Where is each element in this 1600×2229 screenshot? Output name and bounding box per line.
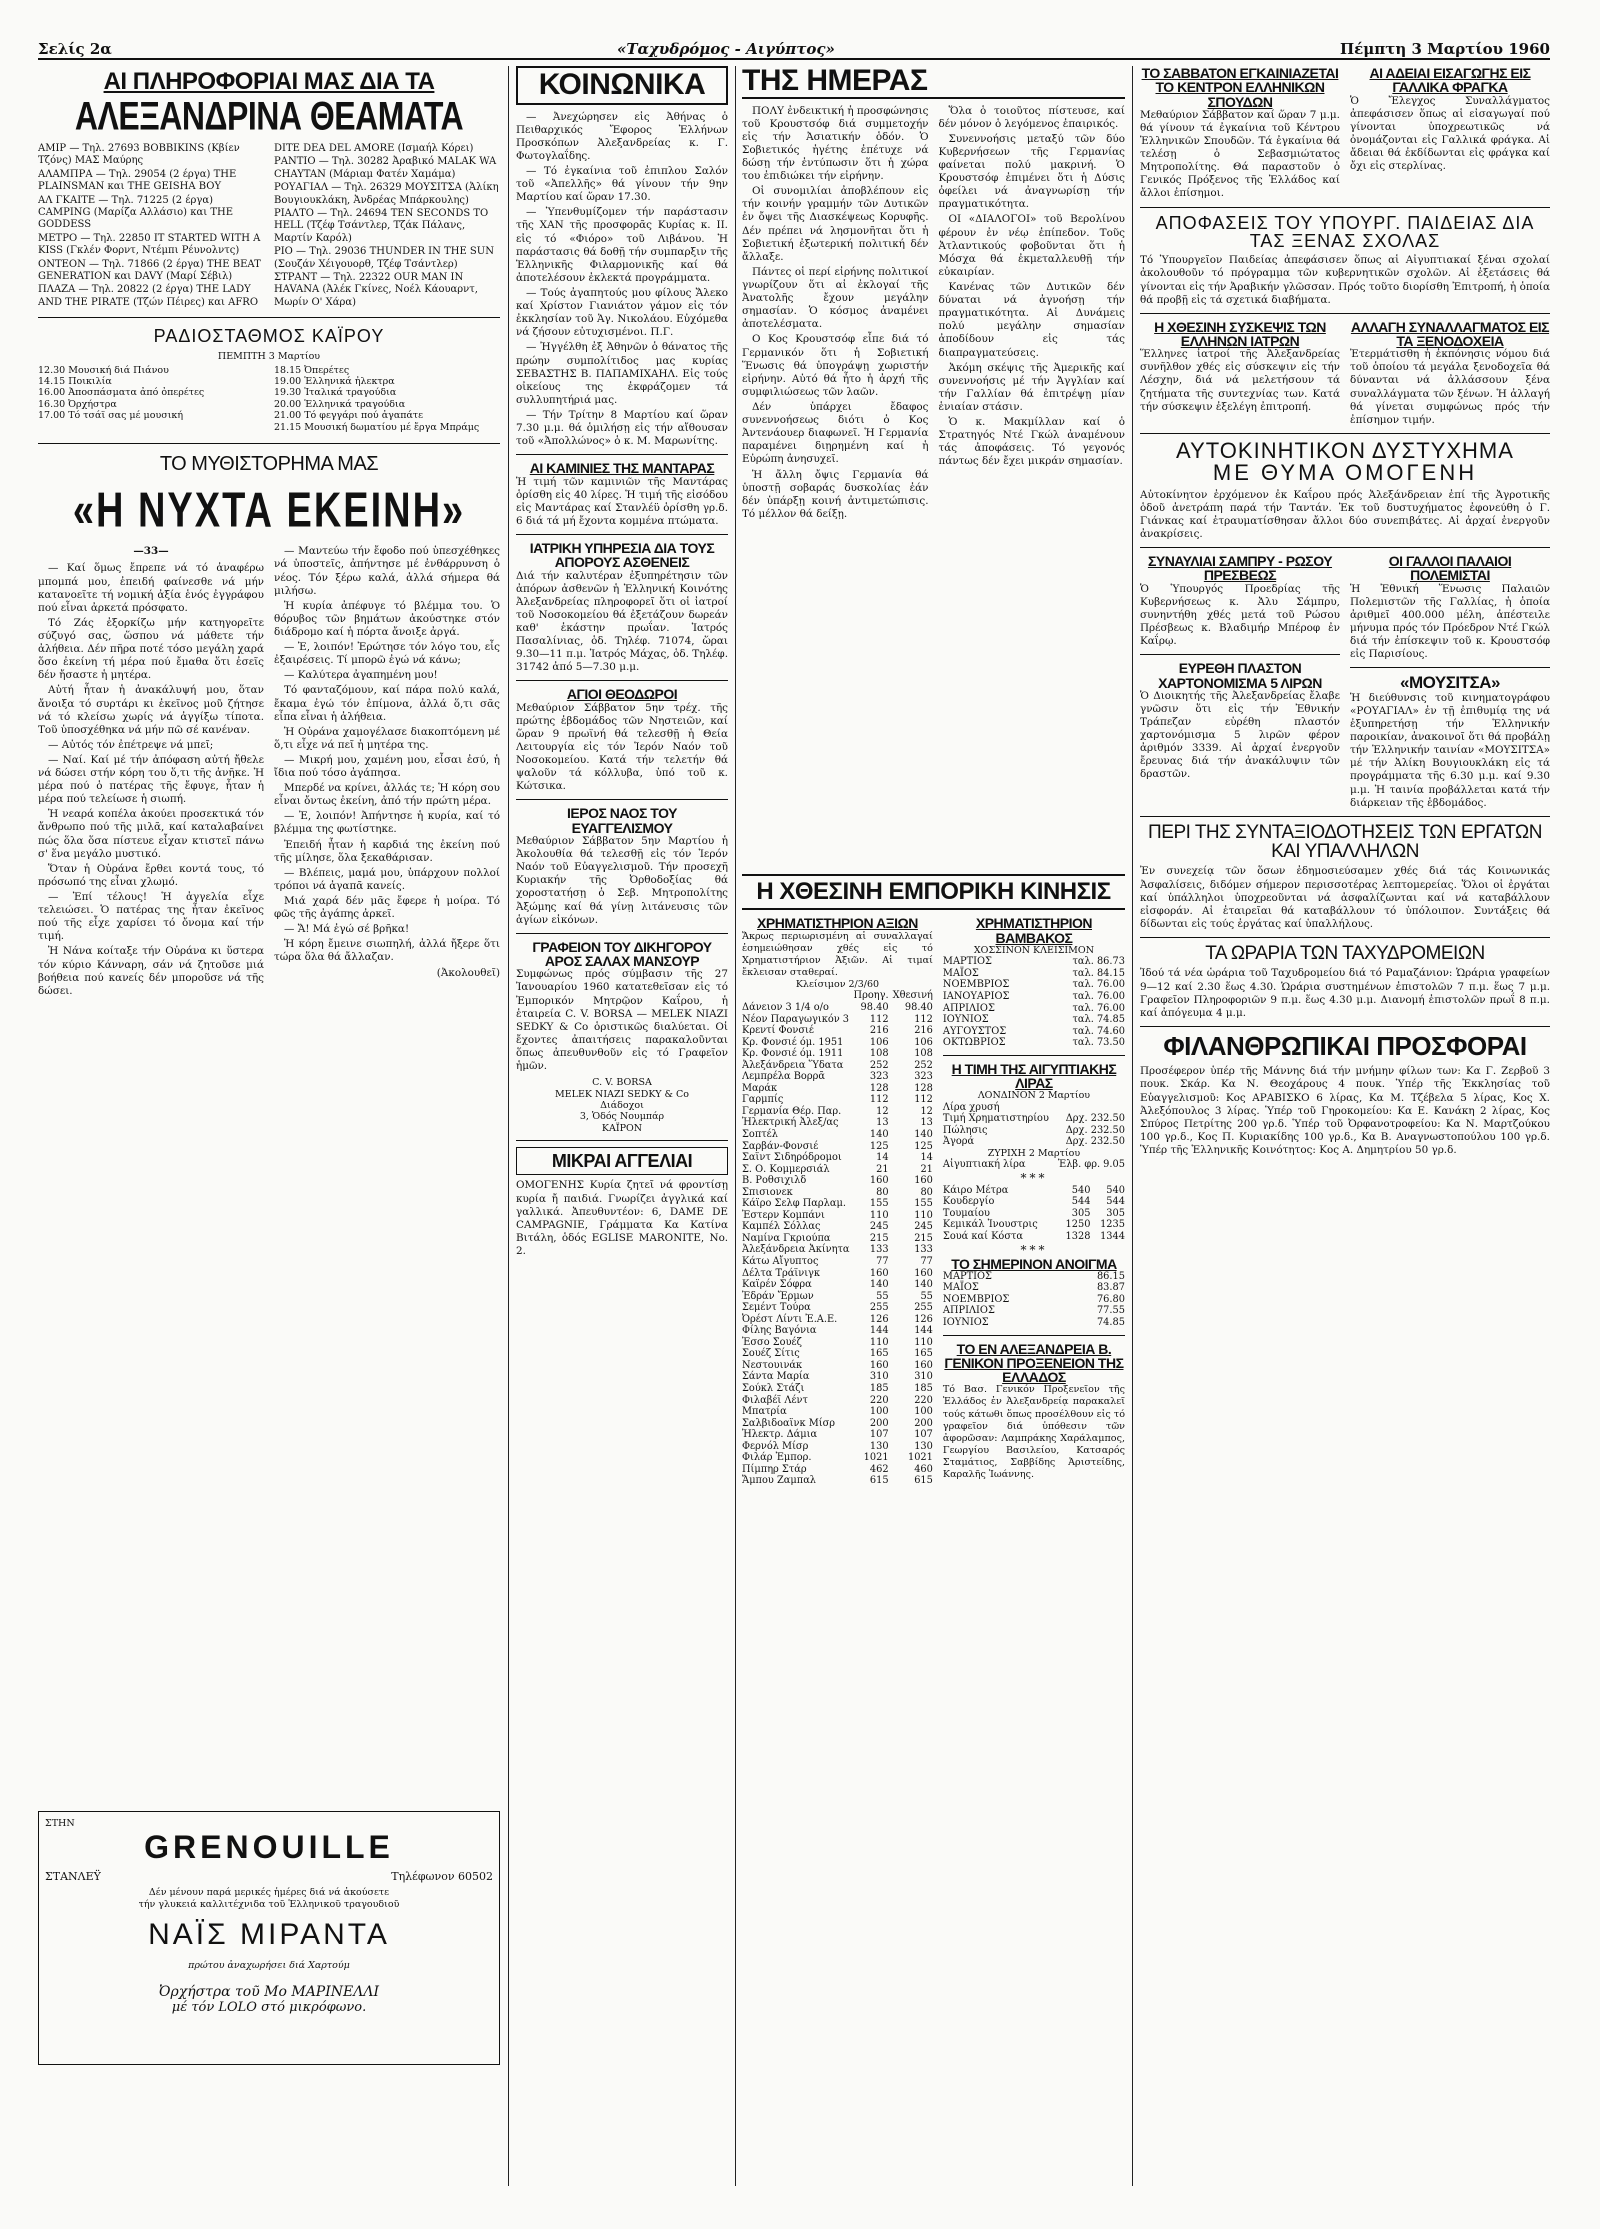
lawyer-title: ΓΡΑΦΕΙΟΝ ΤΟΥ ΔΙΚΗΓΟΡΟΥ ΑΡΟΣ ΣΑΛΑΧ ΜΑΝΣΟΥΡ [532, 938, 712, 970]
radio-slot: 19.30 Ἰταλικά τραγούδια [274, 387, 397, 399]
cotton-row: ΟΚΤΩΒΡΙΟΣ ταλ. 73.50 [942, 1037, 1125, 1049]
day-paragraph: Ὁ κ. Μακμίλλαν καί ὁ Στρατηγός Ντέ Γκώλ ἀναμένουν τάς ἀποφάσεις. Τό γεγονός πάντως δέν ἔχει μικράν σημασίαν. [938, 416, 1125, 468]
stock-row: Καμπέλ Σόλλας 245 245 [742, 1221, 933, 1233]
grenouille-name: GRENOUILLE [144, 1829, 394, 1866]
doctors-title: Η ΧΘΕΣΙΝΗ ΣΥΣΚΕΨΙΣ ΤΩΝ ΕΛΛΗΝΩΝ ΙΑΤΡΩΝ [1154, 318, 1326, 349]
theatres-title-2: ΑΛΕΞΑΝΔΡΙΝΑ ΘΕΑΜΑΤΑ [74, 93, 464, 139]
charity-title: ΦΙΛΑΝΘΡΩΠΙΚΑΙ ΠΡΟΣΦΟΡΑΙ [1163, 1030, 1527, 1061]
stock-row: Κουδεργίο 544 544 [942, 1196, 1125, 1208]
day-paragraph: Ἀκόμη σκέψις τῆς Ἀμερικῆς καί συνεννοήσις μέ τήν Ἀγγλίαν καί τήν Γαλλίαν θά ἐπιτρέψῃ μίαν ἑνιαίαν στάσιν. [938, 361, 1125, 413]
stock-row: Σουά καί Κόστα 1328 1344 [942, 1231, 1125, 1242]
social-item: — Τούς ἀγαπητούς μου φίλους Ἄλεκο καί Χρίστον Γιανιάτον γάμον εἰς τόν ἐκκλησίαν τοῦ Ἁγ. Νικολάου. Εὐχόμεθα νά ζήσουν εὐτυχισμένοι. Π.Γ. [516, 287, 728, 339]
pound-row: Τιμή Χρηματιστηρίου Δρχ. 232.50 [942, 1113, 1125, 1125]
classifieds-text: ΟΜΟΓΕΝΗΣ Κυρία ζητεῖ νά φροντίσῃ κυρία ἤ παιδιά. Γνωρίζει ἀγγλικά καί γαλλικά. Ἀπευθυντέον: 6, DAME DE CAMPAGNIE, Γράμματα Κα Κατίνα Βιτάλη, ὁδός EGLISE MARONITE, No. 2. [516, 1179, 728, 1258]
theatre-entry: ΣΤΡΑΝΤ — Τηλ. 22322 OUR MAN IN HAVANA (Ἀλέκ Γκίνες, Νοέλ Κάουαρντ, Μωρίν Ο' Χάρα) [274, 272, 478, 308]
stock-row: Ἐστερν Κομπάνι 110 110 [742, 1209, 933, 1221]
social-item: — Τό ἐγκαίνια τοῦ ἐπιπλου Σαλόν τοῦ «Ἀπελλῆς» θά γίνουν τήν 9ην Μαρτίου καί ὥραν 17.30. [516, 165, 728, 204]
stock-row: Δάνειον 3 1/4 ο/ο 98.40 98.40 [742, 1001, 933, 1013]
stock-row: Σπισιονεκ 80 80 [742, 1186, 933, 1198]
radio-slot: 21.15 Μουσική δωματίου μέ ἔργα Μπράμς [274, 421, 480, 433]
day-title: ΤΗΣ ΗΜΕΡΑΣ [742, 66, 1125, 99]
day-paragraph: Οἱ συνομιλίαι ἀποβλέπουν εἰς τήν κοινήν γραμμήν τῶν Δυτικῶν ἐν ὄψει τῆς Διασκέψεως Κορυφῆς. Δέν πρέπει νά λησμονῆται ὅτι ἡ Σοβιετική ἐξωτερική πολιτική δέν ἄλλαξε. [742, 185, 929, 263]
grenouille-top: ΣΤΗΝ [45, 1818, 75, 1829]
novel-paragraph: — Ἄ! Μά ἐγώ σέ βρῆκα! [284, 923, 410, 936]
newspaper-name: «Ταχυδρόμος - Αιγύπτος» [616, 40, 835, 58]
stock-row: Σουέζ Σίτις 165 165 [742, 1348, 933, 1360]
market-section: Η ΧΘΕΣΙΝΗ ΕΜΠΟΡΙΚΗ ΚΙΝΗΣΙΣ ΧΡΗΜΑΤΙΣΤΗΡΙΟΝ ΑΞΙΩΝ Ἄκρως περιωρισμένη αἱ συναλλαγαί ἐσημειώθησαν χθές εἰς τό Χρηματιστήριον Ἀξιῶν. Αἱ τιμαί ἔκλεισαν σταθεραί. Κλείσιμον 2/3/60 Προηγ. Χθεσινή Δάνειον 3 1/4 ο/ο 98.40 98.40 Νέον Παραγωγικόν 3 112 112 Κρεντί Φονσιέ 216 216 Κρ. Φονσιέ όμ. 1951 106 106 Κρ. Φονσιέ όμ. 1911 108 108 Ἀλεξάνδρεια Ὕδατα 252 252 Λεμπρέλα Βορρᾶ 323 323 Μαράκ 128 128 Γαρμπίς 112 112 Γερμανία Θέρ. Παρ. 12 12 Ἠλεκτρική Ἀλεξ/ας 13 13 Σοπτέλ 140 140 Σαρβάν-Φονσιέ 125 125 Σαϊντ Σιδηρόδρομοι 14 14 Σ. Ο. Κομμερσιάλ 21 21 Β. Ροθσιχιλδ 160 160 Σπισιονεκ 80 80 Κάϊρο Σελφ Παρλαμ. 155 155 Ἐστερν Κομπάνι 110 110 Καμπέλ Σόλλας 245 245 Ναμίνα Γκριούπα 215 215 Ἀλεξάνδρεια Ἀκίνητα 133 133 Κάτω Αἴγυπτος 77 77 Δέλτα Τράϊνιγκ 160 160 Καϊρέν Σόφρα 140 140 Ἐδράν Ἔρμων 55 55 Σεμέντ Τούρα 255 255 Ὀρέστ Λίντι Ἐ.Α.Ε. 126 126 Φίλης Βαγόνια 144 144 Ἐσσο Σουέζ 110 110 Σουέζ Σίτις 165 165 Νεστουινάκ 160 160 Σάντα Μαρία 310 310 Σούκλ Στάζι 185 185 Φιλαβέϊ Λέντ 220 220 Μπατρία 100 100 Σαλβιδοαϊνκ Μίσρ 200 200 Ἠλεκτρ. Δάμια 107 107 Φερνόλ Μίσρ 130 130 Φιλάρ Ἐμπορ. 1021 1021 Πίμπηρ Στάρ 462 460 Ἄμπου Ζαμπαλ 615 615 ΧΡΗΜΑΤΙΣΤΗΡΙΟΝ ΒΑΜΒΑΚΟΣ ΧΟΣΣΙΝΟΝ ΚΛΕΙΣΙΜΟΝ ΜΑΡΤΙΟΣ ταλ. 86.73 ΜΑΪΟΣ ταλ. 84.15 ΝΟΕΜΒΡΙΟΣ ταλ. 76.00 ΙΑΝΟΥΑΡΙΟΣ ταλ. 76.00 ΑΠΡΙΛΙΟΣ ταλ. 76.00 ΙΟΥΝΙΟΣ ταλ. 74.85 ΑΥΓΟΥΣΤΟΣ ταλ. 74.60 ΟΚΤΩΒΡΙΟΣ ταλ. 73.50 Η ΤΙΜΗ ΤΗΣ ΑΙΓΥΠΤΙΑΚΗΣ ΛΙΡΑΣ ΛΟΝΔΙΝΟΝ 2 Μαρτίου Λίρα χρυσή Τιμή Χρηματιστηρίου Δρχ. 232.50 Πώλησις Δρχ. 232.50 Ἀγορά Δρχ. 232.50 ΖΥΡΙΧΗ 2 Μαρτίου Αἰγυπτιακή λίρα Ἑλβ. φρ. 9.05 *** Κάιρο Μέτρα 540 540 Κουδεργίο 544 544 Τουμαίου 305 305 Κεμικάλ Ἰνουστρις 1250 1235 Σουά καί Κόστα 1328 1344 *** ΤΟ ΣΗΜΕΡΙΝΟΝ ΑΝΟΙΓΜΑ ΜΑΡΤΙΟΣ 86.15 ΜΑΪΟΣ 83.87 ΝΟΕΜΒΡΙΟΣ 76.80 ΑΠΡΙΛΙΟΣ 77.55 ΙΟΥΝΙΟΣ 74.85 ΤΟ ΕΝ ΑΛΕΞΑΝΔΡΕΙΑ Β. ΓΕΝΙΚΟΝ ΠΡΟΞΕΝΕΙΟΝ ΤΗΣ ΕΛΛΑΔΟΣ Τό Βασ. Γενικόν Προξενεῖον τῆς Ἑλλάδος ἐν Ἀλεξανδρείᾳ παρακαλεῖ τούς κάτωθι ὅπως προσέλθουν εἰς τό γραφεῖον διά ὑπόθεσιν τῶν ἀφορῶσαν: Λαμπράκης Χαράλαμπος, Γεωργίου Βασιλείου, Κατσαρός Σταμάτιος, Σαββίδης Ἀριστείδης, Καραλῆς Ἰωάννης. [742, 874, 1125, 1487]
day-paragraph: Πάντες οἱ περί εἰρήνης πολιτικοί γνωρίζουν ὅτι αἱ ἐκλογαί τῆς Ἀνατολῆς ἔχουν μεγάλην σημασίαν. Ὁ κόσμος ἀναμένει ἀποτελέσματα. [742, 265, 929, 331]
accident-text: Αὐτοκίνητον ἐρχόμενον ἐκ Καΐρου πρός Ἀλεξάνδρειαν ἐπί τῆς Ἀγροτικῆς ὁδοῦ ἀνετράπη παρά τήν Ταντάν. Ἐκ τοῦ δυστυχήματος ἐφονεύθη ὁ Γ. Γιάνκας καί ἐτραυματίσθησαν ἄλλοι δύο συνεπιβάτες. Αἱ ἀρχαί ἐνεργοῦν ἀνακρίσεις. [1140, 488, 1550, 541]
post-text: Ἰδού τά νέα ὡράρια τοῦ Ταχυδρομείου διά τό Ραμαζάνιον: Ὡράρια γραφείων 9—12 καί 2.30 ἕως 4.30. Ὡράρια συστημένων ἐπιστολῶν 7 π.μ. ἕως 7 μ.μ. Γραφεῖον Πληροφοριῶν 9 π.μ. ἕως 4.30 μ.μ. Διανομή ἐπιστολῶν πρωΐ 8 π.μ. καί ἀπόγευμα 4 μ.μ. [1140, 967, 1550, 1019]
consulate-text: Τό Βασ. Γενικόν Προξενεῖον τῆς Ἑλλάδος ἐν Ἀλεξανδρείᾳ παρακαλεῖ τούς κάτωθι ὅπως προσέλθουν εἰς τό γραφεῖον διά ὑπόθεσιν τῶν ἀφορῶσαν: Λαμπράκης Χαράλαμπος, Γεωργίου Βασιλείου, Κατσαρός Σταμάτιος, Σαββίδης Ἀριστείδης, Καραλῆς Ἰωάννης. [942, 1384, 1125, 1480]
stock-row: Σαρβάν-Φονσιέ 125 125 [742, 1140, 933, 1152]
novel-paragraph: Ἡ Νάνα κοίταξε τήν Οὐράνα κι ὕστερα τόν κύριο Κάνναρη, σάν νά ζητοῦσε μιά βοήθεια πού κανείς δέν μποροῦσε νά τῆς δώσει. [38, 945, 264, 997]
medical-text: Διά τήν καλυτέραν ἐξυπηρέτησιν τῶν ἀπόρων ἀσθενῶν ἡ Ἑλληνική Κοινότης Ἀλεξανδρείας πληροφορεῖ ὅτι οἱ ἰατροί τοῦ Νοσοκομείου θά ἐξετάζουν δωρεάν καθ' ἑκάστην πρωΐαν. Ἰατρός Πασαλίνιας, ὁδ. Τηλέφ. 71074, ὥραι 9.30—11 π.μ. Ἰατρός Μάχας, ὁδ. Τηλέφ. 31742 ἀπό 5—7.30 μ.μ. [516, 569, 728, 674]
market-title: Η ΧΘΕΣΙΝΗ ΕΜΠΟΡΙΚΗ ΚΙΝΗΣΙΣ [742, 874, 1125, 910]
classifieds-title: ΜΙΚΡΑΙ ΑΓΓΕΛΙΑΙ [516, 1147, 728, 1175]
day-paragraph: Ο Κος Κρουστσόφ εἶπε διά τό Γερμανικόν ὅτι ἡ Σοβιετική Ἕνωσις θά ὑπογράψῃ χωριστήν εἰρήνην. Αὐτό θά ἦτο ἡ ἀρχή τῆς συμφιλιώσεως τῶν λαῶν. [742, 333, 929, 398]
radio-slot: 16.00 Ἀποσπάσματα ἀπό ὀπερέτες [38, 387, 205, 399]
mantaras-text: Ἡ τιμή τῶν καμινιῶν τῆς Μαντάρας ὁρίσθη εἰς 40 λίρες. Ἡ τιμή τῆς εἰσόδου εἰς Μαντάρας καί Στανλέϋ ὁρίσθη γρ.δ. 6 διά τά μή ἔχοντα κομμένα πτώματα. [516, 475, 728, 527]
column-left [38, 66, 500, 2186]
cotton-open-row: ΝΟΕΜΒΡΙΟΣ 76.80 [942, 1293, 1125, 1305]
day-paragraph: Ἡ ἄλλη ὄψις Γερμανία θά ὑποστῇ σοβαράς δυσκολίας ἐάν δέν ὑπάρξῃ κοινή ἀντιμετώπισις. Τό μέλλον θά δείξῃ. [742, 468, 929, 520]
radio-day: ΠΕΜΠΤΗ 3 Μαρτίου [217, 351, 321, 363]
stocks-intro: Ἄκρως περιωρισμένη αἱ συναλλαγαί ἐσημειώθησαν χθές εἰς τό Χρηματιστήριον Ἀξιῶν. Αἱ τιμαί ἔκλεισαν σταθεραί. [742, 930, 933, 978]
stock-row: Σούκλ Στάζι 185 185 [742, 1383, 933, 1395]
theatre-entry: ΑΜΙΡ — Τηλ. 27693 BOBBIKINS (Κβίεν Τζόνς) ΜΑΣ Μαύρης [38, 143, 240, 167]
theatre-entry: ΑΛ ΓΚΑΙΤΕ — Τηλ. 71225 (2 έργα) CAMPING (Μαρίζα Αλλάσιο) και THE GODDESS [38, 194, 234, 231]
veterans-text: Ἡ Ἐθνική Ἕνωσις Παλαιῶν Πολεμιστῶν τῆς Γαλλίας, ἡ ὁποία ἀριθμεῖ 400.000 μέλη, ἀπέστειλε μήνυμα πρός τόν Πρόεδρον Ντέ Γκώλ διά τήν ἐπίσκεψιν τοῦ κ. Κρουστσόφ εἰς Παρισίους. [1350, 582, 1550, 661]
grenouille-artist: ΝΑΪΣ ΜΙΡΑΝΤΑ [148, 1918, 390, 1952]
open-title: ΤΟ ΣΗΜΕΡΙΝΟΝ ΑΝΟΙΓΜΑ [951, 1255, 1117, 1272]
novel-paragraph: Μιά χαρά δέν μᾶς ἔφερε ἡ μοίρα. Τό φῶς τῆς ἀγάπης ἀρκεῖ. [274, 895, 500, 921]
grenouille-sub: πρώτου ἀναχωρήσει διά Χαρτούμ [188, 1960, 350, 1972]
saturday-text: Μεθαύριον Σάββατον καί ὥραν 7 μ.μ. θά γίνουν τά ἐγκαίνια τοῦ Κέντρου Ἑλληνικῶν Σπουδῶν. Τά ἐγκαίνια θά τελέσῃ ὁ Σεβασμιώτατος Μητροπολίτης. Θά παραστοῦν ὁ Γενικός Πρόξενος τῆς Ἑλλάδος καί ἄλλοι ἐπίσημοι. [1140, 108, 1340, 200]
column-right [1140, 66, 1550, 2186]
novel-paragraph: — Ναί. Καί μέ τήν ἀπόφαση αὐτή ἤθελε νά δώσει στήν κόρη του ὅ,τι τῆς ἀνῆκε. Ἡ μέρα πού ὁ πατέρας τῆς ἔφυγε, ἦταν ἡ μέρα πού τελείωσε ἡ σιωπή. [38, 753, 264, 806]
consulate-title: ΤΟ ΕΝ ΑΛΕΞΑΝΔΡΕΙΑ Β. ΓΕΝΙΚΟΝ ΠΡΟΞΕΝΕΙΟΝ ΤΗΣ ΕΛΛΑΔΟΣ [944, 1340, 1124, 1386]
stock-row: Τουμαίου 305 305 [942, 1207, 1125, 1219]
theatres-listing [38, 143, 500, 311]
cotton-row: ΑΠΡΙΛΙΟΣ ταλ. 76.00 [942, 1002, 1125, 1014]
radio-slot: 21.00 Τό φεγγάρι πού ἀγαπάτε [274, 410, 424, 422]
radio-schedule [38, 365, 500, 433]
cotton-open-row: ΑΠΡΙΛΙΟΣ 77.55 [942, 1305, 1125, 1317]
theatre-entry: ΠΛΑΖΑ — Τηλ. 20822 (2 έργα) THE LADY AND THE PIRATE (Τζών Πέιρες) και AFRO [38, 284, 259, 308]
pound-row: Πώλησις Δρχ. 232.50 [942, 1124, 1125, 1136]
column-day [742, 66, 1125, 2186]
theatres-title-1: ΑΙ ΠΛΗΡΟΦΟΡΙΑΙ ΜΑΣ ΔΙΑ ΤΑ [103, 68, 435, 95]
stock-row: Ἀλεξάνδρεια Ὕδατα 252 252 [742, 1059, 933, 1071]
cotton-open-row: ΜΑΪΟΣ 83.87 [942, 1282, 1125, 1294]
stock-row: Νέον Παραγωγικόν 3 112 112 [742, 1013, 933, 1025]
column-social [516, 66, 728, 2186]
evangelismos-text: Μεθαύριον Σάββατον 5ην Μαρτίου ἡ Ἀκολουθία θά τελεσθῇ εἰς τόν Ἱερόν Ναόν τοῦ Εὐαγγελισμοῦ. Τήν προσεχῆ Κυριακήν τῆς Ὀρθοδοξίας θά χοροστατήσῃ ὁ Σεβ. Μητροπολίτης Ἀξώμης καί θά γίνῃ λιτάνευσις τῶν ἁγίων εἰκόνων. [516, 835, 728, 926]
novel-paragraph: — Ἐ, λοιπόν! Ἀπήντησε ἡ κυρία, καί τό βλέμμα της φωτίστηκε. [274, 810, 500, 836]
novel-paragraph: Ἐπειδή ἦταν ἡ καρδιά της ἐκείνη πού τῆς μίλησε, ὅλα ξεκαθάρισαν. [274, 838, 500, 864]
novel-paragraph: — Ἐ, λοιπόν! Ἐρώτησε τόν λόγο του, εἶς ἐξαιρέσεις. Τί μπορῶ ἐγώ νά κάνω; [274, 641, 500, 667]
metals-table [943, 1185, 1125, 1243]
lawyer-text: Συμφώνως πρός σύμβασιν τῆς 27 Ἰανουαρίου 1960 κατατεθεῖσαν εἰς τό Ἐμπορικόν Μητρῷον Καΐρου, ἡ ἑταιρεία C. V. BORSA — MELEK NIAZI SEDKY & Co ὁριστικῶς διαλύεται. Οἱ ἔχοντες ἀπαιτήσεις παρακαλοῦνται ὅπως ἀπευθυνθοῦν εἰς τό Γραφεῖον ἡμῶν. [516, 968, 728, 1073]
stock-row: Κρ. Φονσιέ όμ. 1911 108 108 [742, 1048, 933, 1060]
banknote-title: ΕΥΡΕΘΗ ΠΛΑΣΤΟΝ ΧΑΡΤΟΝΟΜΙΣΜΑ 5 ΛΙΡΩΝ [1158, 660, 1322, 691]
stock-row: Σοπτέλ 140 140 [742, 1129, 933, 1140]
pound-title: Η ΤΙΜΗ ΤΗΣ ΑΙΓΥΠΤΙΑΚΗΣ ΛΙΡΑΣ [951, 1060, 1117, 1092]
doctors-exchange-pair [1140, 320, 1550, 427]
stock-row: Ὀρέστ Λίντι Ἐ.Α.Ε. 126 126 [742, 1313, 933, 1325]
mousitsa-text: Ἡ διεύθυνσις τοῦ κινηματογράφου «ΡΟΥΑΓΙΑΛ» ἐν τῇ ἐπιθυμίᾳ της νά ἐξυπηρετήσῃ τήν Ἑλληνικήν παροικίαν, ἀνακοινοῖ ὅτι θά προβάλῃ τήν Ἑλληνικήν ταινίαν «ΜΟΥΣΙΤΣΑ» μέ τήν Ἀλίκη Βουγιουκλάκη εἰς τά προγράμματα τῆς 6.30 μ.μ. καί 9.30 μ.μ. Ἡ ταινία προβάλλεται κατά τήν διάρκειαν τῆς ἑβδομάδος. [1350, 691, 1550, 809]
social-item: — Ἠγγέλθη ἐξ Ἀθηνῶν ὁ θάνατος τῆς πρώην συμπολίτιδος μας κυρίας ΣΕΒΑΣΤΗΣ Β. ΠΑΠΑΜΙΧΑΗΛ. Εἰς τούς οἰκείους της ἐκφράζομεν τά συλλυπητήριά μας. [516, 341, 728, 406]
column-rule [735, 66, 736, 2186]
masthead [38, 38, 1550, 60]
pound-row: Λίρα χρυσή [942, 1101, 1000, 1113]
stock-row: Κρεντί Φονσιέ 216 216 [742, 1025, 933, 1037]
novel-paragraph: Ἡ νεαρά κοπέλα ἀκούει προσεκτικά τόν ἄνθρωπο πού τῆς μιλᾶ, καί καταλαβαίνει πώς ὅλα ὅσα πίστευε εἶχαν κτιστεῖ πάνω σ' ἕνα μεγάλο μυστικό. [38, 808, 264, 860]
stock-row: Κάιρο Μέτρα 540 540 [942, 1184, 1125, 1196]
cotton-row: ΙΑΝΟΥΑΡΙΟΣ ταλ. 76.00 [942, 991, 1125, 1003]
ministry-text: Τό Ὑπουργεῖον Παιδείας ἀπεφάσισεν ὅπως αἱ Αἰγυπτιακαί ξέναι σχολαί ἀκολουθοῦν τό πρόγραμμα τῶν κυβερνητικῶν σχολῶν. Αἱ ἐξετάσεις θά γίνονται εἰς τήν Ἀραβικήν γλῶσσαν. Πρός τοῦτο διορίσθη Ἐπιτροπή, ἡ ὁποία θά προβῇ εἰς τά σχετικά διαβήματα. [1140, 254, 1550, 306]
middle-right-pair [1140, 554, 1550, 810]
pound-table [943, 1102, 1125, 1148]
radio-slot: 18.15 Ὀπερέτες [274, 364, 350, 376]
stock-row: Φιλαβέϊ Λέντ 220 220 [742, 1394, 933, 1406]
stock-row: Κρ. Φονσιέ όμ. 1951 106 106 [742, 1036, 933, 1048]
social-item: — Τήν Τρίτην 8 Μαρτίου καί ὥραν 7.30 μ.μ. θά ὁμιλήσῃ εἰς τήν αἴθουσαν τοῦ «Ἀπολλώνος» ὁ κ. Μ. Μαρωνίτης. [516, 409, 728, 448]
novel-paragraph: — Καλύτερα ἀγαπημένη μου! [284, 669, 438, 682]
grenouille-ad [38, 1811, 500, 2065]
fragka-title: ΑΙ ΑΔΕΙΑΙ ΕΙΣΑΓΩΓΗΣ ΕΙΣ ΓΑΛΛΙΚΑ ΦΡΑΓΚΑ [1369, 66, 1531, 96]
radio-slot: 14.15 Ποικιλία [38, 375, 112, 387]
cotton-title: ΧΡΗΜΑΤΙΣΤΗΡΙΟΝ ΒΑΜΒΑΚΟΣ [975, 915, 1093, 946]
column-rule [508, 66, 509, 2186]
grenouille-location: ΣΤΑΝΛΕΫ Τηλέφωνον 60502 [45, 1870, 493, 1884]
stock-row: Σάντα Μαρία 310 310 [742, 1371, 933, 1383]
social-item: — Ἀνεχώρησεν εἰς Ἀθήνας ὁ Πειθαρχικός Ἔφορος Ἑλλήνων Προσκόπων Ἀλεξανδρείας κ. Γ. Φωτογλαΐδης. [516, 110, 728, 162]
theodoroi-title: ΑΓΙΟΙ ΘΕΟΔΩΡΟΙ [566, 686, 678, 703]
pound-city: ΛΟΝΔΙΝΟΝ 2 Μαρτίου [977, 1090, 1091, 1102]
cotton-row: ΝΟΕΜΒΡΙΟΣ ταλ. 76.00 [942, 979, 1125, 991]
novel-paragraph: Τό φανταζόμουν, καί πάρα πολύ καλά, ἔκαμα ἐγώ τόν ἐπίμονα, ἀλλά ὅ,τι σᾶς εἶπα εἶναι ἡ ἀλήθεια. [274, 684, 500, 723]
novel-paragraph: Ἡ Οὐράνα χαμογέλασε διακοπτόμενη μέ ὅ,τι εἶχε νά πεῖ ἡ μητέρα της. [274, 725, 500, 751]
issue-date: Πέμπτη 3 Μαρτίου 1960 [1340, 40, 1550, 58]
stock-row: Κάϊρο Σελφ Παρλαμ. 155 155 [742, 1198, 933, 1210]
stock-row: Γερμανία Θέρ. Παρ. 12 12 [742, 1105, 933, 1117]
social-title: ΚΟΙΝΩΝΙΚΑ [516, 66, 728, 105]
stock-row: Γαρμπίς 112 112 [742, 1094, 933, 1106]
social-text [516, 111, 728, 449]
stock-row: Ἠλεκτρική Ἀλεξ/ας 13 13 [742, 1117, 933, 1129]
day-paragraph: ΟΙ «ΔΙΑΛΟΓΟΙ» τοῦ Βερολίνου φέρουν ἐν νέῳ ἐπίπεδον. Τοῦς Ἀτλαντικούς φοβοῦνται ὅτι ἡ Μόσχα θά ἐκμεταλλευθῇ τήν εὐκαιρίαν. [938, 213, 1125, 278]
pound-row: Ἀγορά Δρχ. 232.50 [942, 1136, 1125, 1148]
stock-row: Ἠλεκτρ. Δάμια 107 107 [742, 1429, 933, 1441]
grenouille-line: Δέν μένουν παρά μερικές ἡμέρες διά νά ἀκούσετε [148, 1887, 390, 1899]
stock-row: Κάτω Αἴγυπτος 77 77 [742, 1256, 933, 1268]
grenouille-with: μέ τόν LOLO στό μικρόφωνο. [171, 1999, 367, 2015]
grenouille-line: τήν γλυκειά καλλιτέχνιδα τοῦ Ἑλληνικοῦ τραγουδιοῦ [138, 1898, 400, 1910]
stock-row: Μαράκ 128 128 [742, 1082, 933, 1094]
novel-paragraph: — Καί ὅμως ἔπρεπε νά τό ἀναφέρω μπομπά μου, ἐπειδή φαίνεσθε νά μήν κατανοεῖτε τή νομική ἀξία ἑνός ἐγγράφου πού εἶναι ἀρκετά πρόσφατο. [38, 562, 264, 614]
stock-row: Νεστουινάκ 160 160 [742, 1359, 933, 1371]
day-paragraph: Ὅλα ὁ τοιοῦτος πίστευσε, καί δέν μόνον ὁ λεγόμενος ἐπαιρικός. [938, 104, 1125, 130]
novel-paragraph: Τό Ζάς ἐξορκίζω μήν κατηγορεῖτε σύζυγό σας, ὥσπου νά μάθετε τήν ἀλήθεια. Δέν πῆρα ποτέ τόσο μεγάλη χαρά ὅσο ἐκείνη τή μέρα πού ἔμαθα ὅτι ἐσεῖς δέν ἤσαστε ἡ μητέρα. [38, 616, 264, 682]
novel-text [38, 545, 500, 1000]
cotton-row: ΙΟΥΝΙΟΣ ταλ. 74.85 [942, 1014, 1125, 1026]
column-rule [1132, 66, 1133, 2186]
open-table [943, 1271, 1125, 1329]
social-item: — Ὑπενθυμίζομεν τήν παράστασιν τῆς ΧΑΝ τῆς προσφορᾶς Κυρίας κ. ΙΙ. εἰς τό «Φιόρο» τοῦ Λιβάνου. Ἡ παράστασις θά δοθῇ τήν συμπαρξιν τῆς Ἑλληνικῆς Φιλαρμονικῆς καί θά ἀποτελέσουν ἐκλεκτά προγράμματα. [516, 206, 728, 284]
stock-row: Κεμικάλ Ἰνουστρις 1250 1235 [942, 1219, 1125, 1231]
stocks-date: Κλείσιμον 2/3/60 [795, 979, 880, 991]
charity-text: Προσέφερον ὑπέρ τῆς Μάννης διά τήν μνήμην φίλων των: Κα Γ. Ζερβοῦ 3 πουκ. Σκάρ. Κα Ν. Θεοχάρους 4 πουκ. Ὑπέρ τῆς Ἐκκλησίας τοῦ Εὐαγγελισμοῦ: Κος ΑΡΑΒΙΣΚΟ 6 λίρας, Κα Μ. Τζέβελα 5 λίρας, Κος Χ. Ἀλεξόπουλος 3 λίρας. Ὑπέρ τοῦ Γηροκομείου: Κα Ε. Κανάκη 2 λίρας, Κος Σπύρος Πετρίτης 200 γρ.δ. Ὑπέρ τοῦ Ὀρφανοτροφείου: Κα Ν. Μαρτζούκου 100 γρ.δ., Κος Π. Κυριακίδης 100 γρ.δ., Κα Β. Αναγνωστοπούλου 100 γρ.δ. Ὑπέρ τῆς Ἑλληνικῆς Κοινότητος: Κος Α. Δημητρίου 50 γρ.δ. [1140, 1065, 1550, 1156]
stock-row: Β. Ροθσιχιλδ 160 160 [742, 1175, 933, 1187]
theatre-entry: ΜΕΤΡΟ — Τηλ. 22850 IT STARTED WITH A KISS (Γκλέν Φορντ, Ντέμπι Ρέυνολντς) [38, 232, 261, 257]
insurance-title: ΠΕΡΙ ΤΗΣ ΣΥΝΤΑΞΙΟΔΟΤΗΣΕΙΣ ΤΩΝ ΕΡΓΑΤΩΝ ΚΑΙ ΥΠΑΛΛΗΛΩΝ [1148, 821, 1542, 863]
theatre-entry: ΡΟΥΑΓΙΑΛ — Τηλ. 26329 ΜΟΥΣΙΤΣΑ (Ἀλίκη Βουγιουκλάκη, Ἀνδρέας Μπάρκουλης) [274, 182, 499, 206]
novel-paragraph: Μπερδέ να κρίνει, ἀλλάς τε; Ἡ κόρη σου εἶναι ὄντως ἐκείνη, ἀπό τήν πρώτη μέρα. [274, 782, 500, 808]
stock-row: Σαϊντ Σιδηρόδρομοι 14 14 [742, 1152, 933, 1164]
accident-title: ΑΥΤΟΚΙΝΗΤΙΚΟΝ ΔΥΣΤΥΧΗΜΑ [1176, 437, 1514, 463]
stock-row: Φιλάρ Ἐμπορ. 1021 1021 [742, 1452, 933, 1464]
stock-row: Δέλτα Τράϊνιγκ 160 160 [742, 1267, 933, 1279]
theatre-entry: ΡΙΟ — Τηλ. 29036 THUNDER IN THE SUN (Σουζάν Χέιγουορθ, Τζέφ Τσάντλερ) [274, 246, 494, 270]
theatre-entry: ΡΑΝΤΙΟ — Τηλ. 30282 Ἀραβικό MALAK WA CHAYTAN (Μάριαμ Φατέν Χαμάμα) [274, 156, 497, 180]
medical-title: ΙΑΤΡΙΚΗ ΥΠΗΡΕΣΙΑ ΔΙΑ ΤΟΥΣ ΑΠΟΡΟΥΣ ΑΣΘΕΝΕΙΣ [529, 540, 715, 571]
novel-paragraph: Ἡ κυρία ἀπέφυγε τό βλέμμα του. Ὁ θόρυβος τῶν βημάτων ἀκούστηκε στόν διάδρομο καί ἡ πόρτα ἄνοιξε ἀργά. [274, 599, 500, 638]
cotton-table [943, 956, 1125, 1048]
stock-row: Σαλβιδοαϊνκ Μίσρ 200 200 [742, 1417, 933, 1429]
cotton-row: ΑΥΓΟΥΣΤΟΣ ταλ. 74.60 [942, 1025, 1125, 1037]
stock-row: Σ. Ο. Κομμερσιάλ 21 21 [742, 1163, 933, 1175]
grenouille-orchestra: Ὀρχήστρα τοῦ Μο ΜΑΡΙΝΕΛΛΙ [159, 1983, 379, 2000]
veterans-title: ΟΙ ΓΑΛΛΟΙ ΠΑΛΑΙΟΙ ΠΟΛΕΜΙΣΤΑΙ [1388, 553, 1512, 584]
day-text [742, 105, 1125, 523]
theatre-entry: ΑΛΑΜΠΡΑ — Τηλ. 29054 (2 έργα) THE PLAINSMAN και THE GEISHA BOY [38, 168, 237, 193]
ministry-title: ΑΠΟΦΑΣΕΙΣ ΤΟΥ ΥΠΟΥΡΓ. ΠΑΙΔΕΙΑΣ ΔΙΑ ΤΑΣ ΞΕΝΑΣ ΣΧΟΛΑΣ [1155, 212, 1535, 251]
mousitsa-title: «ΜΟΥΣΙΤΣΑ» [1400, 673, 1500, 693]
novel-paragraph: — Μαντεύω τήν ἔφοδο πού ὑπεσχέθηκες νά ὑποστεῖς, ἀπήντησε μέ ἐνθάρρυνση ὁ νέος. Τόν ξέρω καλά, ἀλλά σήμερα θά μιλήσω. [274, 545, 500, 597]
stock-row: Ἄμπου Ζαμπαλ 615 615 [742, 1475, 933, 1487]
day-paragraph: Κανένας τῶν Δυτικῶν δέν δύναται νά ἀγνοήσῃ τήν πραγματικότητα. Αἱ Δυνάμεις πολύ μεγάλην σημασίαν ἀποδίδουν εἰς τάς διαπραγματεύσεις. [938, 281, 1125, 359]
novel-paragraph: Ἡ κόρη ἔμεινε σιωπηλή, ἀλλά ἤξερε ὅτι τώρα ὅλα θά ἄλλαζαν. [274, 938, 500, 964]
novel-label: ΤΟ ΜΥΘΙΣΤΟΡΗΜΑ ΜΑΣ [159, 452, 379, 475]
pound-table [943, 1159, 1125, 1171]
novel-paragraph: — Μικρή μου, χαμένη μου, εἶσαι ἐσύ, ἡ ἴδια πού τόσο ἀγάπησα. [274, 753, 500, 780]
lawyer-signature: C. V. BORSA MELEK NIAZI SEDKY & Co Διάδοχοι 3, Ὁδός Νουμπάρ ΚΑΪΡΟΝ [555, 1077, 689, 1134]
novel-paragraph: — Αὐτός τόν ἐπέτρεψε νά μπεῖ; [48, 738, 214, 751]
stock-row: Καϊρέν Σόφρα 140 140 [742, 1279, 933, 1291]
saturday-title: ΤΟ ΣΑΒΒΑΤΟΝ ΕΓΚΑΙΝΙΑΖΕΤΑΙ ΤΟ ΚΕΝΤΡΟΝ ΕΛΛΗΝΙΚΩΝ ΣΠΟΥΔΩΝ [1141, 66, 1339, 110]
exchange-title: ΑΛΛΑΓΗ ΣΥΝΑΛΛΑΓΜΑΤΟΣ ΕΙΣ ΤΑ ΞΕΝΟΔΟΧΕΙΑ [1350, 318, 1550, 349]
novel-paragraph: — Βλέπεις, μαμά μου, ὑπάρχουν πολλοί τρόποι νά ἀγαπᾶ κανείς. [274, 866, 500, 892]
novel-continued: (Ἀκολουθεῖ) [436, 966, 500, 979]
radio-slot: 17.00 Τό τσάϊ σας μέ μουσική [38, 410, 184, 422]
day-paragraph: Συνεννοήσις μεταξύ τῶν δύο Κυβερνήσεων τῆς Γερμανίας φαίνεται πολύ μακρινή. Ὁ Κρουστσόφ ἐπιμένει ὅτι ἡ Δύσις ὀφείλει νά ἀναγνωρίσῃ τήν πραγματικότητα. [938, 132, 1125, 211]
mantaras-title: ΑΙ ΚΑΜΙΝΙΕΣ ΤΗΣ ΜΑΝΤΑΡΑΣ [529, 460, 715, 477]
stocks-table: Προηγ. Χθεσινή Δάνειον 3 1/4 ο/ο 98.40 98.40 Νέον Παραγωγικόν 3 112 112 Κρεντί Φονσιέ 216 216 Κρ. Φονσιέ όμ. 1951 106 106 Κρ. Φονσιέ όμ. 1911 108 108 Ἀλεξάνδρεια Ὕδατα 252 252 Λεμπρέλα Βορρᾶ 323 323 Μαράκ 128 128 Γαρμπίς 112 112 Γερμανία Θέρ. Παρ. 12 12 Ἠλεκτρική Ἀλεξ/ας 13 13 Σοπτέλ 140 140 Σαρβάν-Φονσιέ 125 125 Σαϊντ Σιδηρόδρομοι 14 14 Σ. Ο. Κομμερσιάλ 21 21 Β. Ροθσιχιλδ 160 160 Σπισιονεκ 80 80 Κάϊρο Σελφ Παρλαμ. 155 155 Ἐστερν Κομπάνι 110 110 Καμπέλ Σόλλας 245 245 Ναμίνα Γκριούπα 215 215 Ἀλεξάνδρεια Ἀκίνητα 133 133 Κάτω Αἴγυπτος 77 77 Δέλτα Τράϊνιγκ 160 160 Καϊρέν Σόφρα 140 140 Ἐδράν Ἔρμων 55 55 Σεμέντ Τούρα 255 255 Ὀρέστ Λίντι Ἐ.Α.Ε. 126 126 Φίλης Βαγόνια 144 144 Ἐσσο Σουέζ 110 110 Σουέζ Σίτις 165 165 Νεστουινάκ 160 160 Σάντα Μαρία 310 310 Σούκλ Στάζι 185 185 Φιλαβέϊ Λέντ 220 220 Μπατρία 100 100 Σαλβιδοαϊνκ Μίσρ 200 200 Ἠλεκτρ. Δάμια 107 107 Φερνόλ Μίσρ 130 130 Φιλάρ Ἐμπορ. 1021 1021 Πίμπηρ Στάρ 462 460 Ἄμπου Ζαμπαλ 615 615 [742, 990, 933, 1487]
stocks-title: ΧΡΗΜΑΤΙΣΤΗΡΙΟΝ ΑΞΙΩΝ [757, 915, 918, 932]
radio-slot: 12.30 Μουσική διά Πιάνου [38, 364, 169, 376]
doctors-text: Ἕλληνες ἰατροί τῆς Ἀλεξανδρείας συνῆλθον χθές εἰς σύσκεψιν εἰς τήν Λέσχην, διά νά μελετήσουν τά ζητήματα τῆς συντεχνίας των. Κατά τήν σύσκεψιν ἐξελέγη ἐπιτροπή. [1140, 348, 1340, 413]
day-paragraph: Δέν ὑπάρχει ἔδαφος συνεννοήσεως διότι ὁ Κος Ἀντενάουερ διαφωνεῖ. Ἡ Γερμανία παραμένει διῃρημένη καί ἡ Εὐρώπη ἀνησυχεῖ. [742, 401, 929, 466]
page-number: Σελίς 2α [38, 40, 112, 58]
evangelismos-title: ΙΕΡΟΣ ΝΑΟΣ ΤΟΥ ΕΥΑΓΓΕΛΙΣΜΟΥ [567, 805, 677, 836]
radio-slot: 19.00 Ἑλληνικά ἠλεκτρα [274, 375, 395, 387]
stock-row: Σεμέντ Τούρα 255 255 [742, 1302, 933, 1314]
stock-row: Φίλης Βαγόνια 144 144 [742, 1325, 933, 1337]
top-right-pair [1140, 66, 1550, 201]
accident-subtitle: ΜΕ ΘΥΜΑ ΟΜΟΓΕΝΗ [1212, 460, 1478, 486]
banknote-text: Ὁ Διοικητής τῆς Ἀλεξανδρείας ἔλαβε γνῶσιν ὅτι εἰς τήν Ἐθνικήν Τράπεζαν εὑρέθη πλαστόν χαρτονόμισμα 5 λιρῶν φέρον ἀριθμόν 3339. Αἱ ἀρχαί ἐνεργοῦν ἔρευνας διά τήν ἀνακάλυψιν τῶν δραστῶν. [1140, 689, 1340, 781]
pound-row: Αἰγυπτιακή λίρα Ἑλβ. φρ. 9.05 [942, 1159, 1125, 1171]
cotton-row: ΜΑΪΟΣ ταλ. 84.15 [942, 967, 1125, 979]
cotton-open-row: ΙΟΥΝΙΟΣ 74.85 [942, 1317, 1125, 1328]
theatre-entry: DITE DEA DEL AMORE (Ισμαήλ Κόρει) [274, 143, 474, 155]
pound-city: ΖΥΡΙΧΗ 2 Μαρτίου [987, 1147, 1081, 1159]
novel-chapter: —33— [133, 545, 169, 558]
novel-paragraph: — Ἐπί τέλους! Ἡ ἀγγελία εἶχε τελειώσει. Ὁ πατέρας της ἦταν ἐκεῖνος πού τῆς εἶχε χαρίσει τό ὄνομα καί τήν τιμή. [38, 891, 264, 943]
theatre-entry: ΟΝΤΕΟΝ — Τηλ. 71866 (2 έργα) THE BEAT GENERATION και DAVY (Μαρί Σέβιλ) [38, 258, 261, 282]
cotton-subtitle: ΧΟΣΣΙΝΟΝ ΚΛΕΙΣΙΜΟΝ [973, 945, 1095, 956]
insurance-text: Ἐν συνεχείᾳ τῶν ὅσων ἐδημοσιεύσαμεν χθές διά τάς Κοινωνικάς Ἀσφαλίσεις, διδόμεν σήμερον περισσοτέρας λεπτομερείας. Ὅλοι οἱ ἐργάται καί ὑπάλληλοι ὑποχρεοῦνται νά ἀσφαλίζωνται καί νά καταβάλλουν εἰσφοράν. Αἱ ἑταιρεῖαι θά καταβάλλουν τό ὑπόλοιπον. Συντάξεις θά δίδωνται εἰς τούς ἐργάτας καί ὑπαλλήλους. [1140, 865, 1550, 930]
fragka-text: Ὁ Ἔλεγχος Συναλλάγματος ἀπεφάσισεν ὅπως αἱ εἰσαγωγαί πού γίνονται ὑποχρεωτικῶς νά ὀνομάζονται εἰς Γαλλικά φράγκα. Αἱ ἄδειαι θά ἐκδίδωνται εἰς φράγκα καί ὄχι εἰς στερλίνας. [1350, 94, 1550, 173]
radio-slot: 16.30 Ὀρχήστρα [38, 398, 117, 410]
concert-title: ΣΥΝΑΥΛΙΑΙ ΣΑΜΠΡΥ - ΡΩΣΟΥ ΠΡΕΣΒΕΩΣ [1147, 553, 1333, 584]
stock-row: Ἀλεξάνδρεια Ἀκίνητα 133 133 [742, 1244, 933, 1256]
radio-title: ΡΑΔΙΟΣΤΑΘΜΟΣ ΚΑΪΡΟΥ [153, 326, 385, 347]
novel-paragraph: Αὐτή ἦταν ἡ ἀνακάλυψή μου, ὅταν ἄνοιξα τό συρτάρι κι ἐκεῖνος μοῦ ζήτησε νά τό κλείσω χωρίς νά ἀγγίξω τίποτα. Τοῦ ὑποσχέθηκα νά μήν πῶ σέ κανέναν. [38, 684, 264, 736]
stock-row: Φερνόλ Μίσρ 130 130 [742, 1440, 933, 1452]
theatre-entry: ΡΙΑΛΤΟ — Τηλ. 24694 TEN SECONDS TO HELL (Τζέφ Τσάντλερ, Τζάκ Πάλανς, Μαρτίν Καρόλ) [274, 208, 489, 244]
cotton-row: ΜΑΡΤΙΟΣ ταλ. 86.73 [942, 956, 1125, 968]
exchange-text: Ἐτερμάτισθη ἡ ἐκπόνησις νόμου διά τοῦ ὁποίου τά μεγάλα ξενοδοχεῖα θά δύνανται νά ἀλλάσσουν ξένα συναλλάγματα τῶν ξένων. Ἡ ἀλλαγή θά γίνεται συμφώνως πρός τήν ἐπίσημον τιμήν. [1350, 348, 1550, 426]
stock-row: Ἐσσο Σουέζ 110 110 [742, 1336, 933, 1348]
post-title: ΤΑ ΩΡΑΡΙΑ ΤΩΝ ΤΑΧΥΔΡΟΜΕΙΩΝ [1205, 943, 1485, 965]
radio-slot: 20.00 Ἑλληνικά τραγούδια [274, 398, 406, 410]
concert-text: Ὁ Ὑπουργός Προεδρίας τῆς Κυβερνήσεως κ. Ἀλυ Σάμπρυ, συνηντήθη χθές μετά τοῦ Ρώσου Πρέσβεως κ. Βλαδιμήρ Μπέροφ ἐν Καΐρῳ. [1140, 582, 1340, 648]
theodoroi-text: Μεθαύριον Σάββατον 5ην τρέχ. τῆς πρώτης ἑβδομάδος τῶν Νηστειῶν, καί ὥραν 9 πρωϊνή θά τελεσθῇ ἡ Θεία Λειτουργία εἰς τόν Ἱερόν Ναόν τοῦ Νοσοκομείου. Κατά τήν τελετήν θά ψαλοῦν τά κόλλυβα, ὑπό τοῦ κ. Κώτσικα. [516, 701, 728, 793]
stock-row: Πίμπηρ Στάρ 462 460 [742, 1463, 933, 1475]
day-paragraph: ΠΟΛΥ ἐνδεικτική ἡ προσφώνησις τοῦ Κρουστσόφ διά συμμετοχήν εἰς τήν Ἀσιατικήν ὁδόν. Ὁ Σοβιετικός ἡγέτης ἐπέτυχε νά δώσῃ τήν ἐντύπωσιν ὅτι ἡ χώρα του ἐπιδιώκει τήν εἰρήνην. [742, 104, 929, 183]
stock-row: Ἐδράν Ἔρμων 55 55 [742, 1290, 933, 1302]
stock-row: Ναμίνα Γκριούπα 215 215 [742, 1232, 933, 1244]
stock-row: Λεμπρέλα Βορρᾶ 323 323 [742, 1071, 933, 1083]
stock-row: Μπατρία 100 100 [742, 1406, 933, 1418]
novel-paragraph: Ὅταν ἡ Οὐράνα ἔρθει κοντά τους, τό πρόσωπό της εἶναι χλωμό. [38, 862, 264, 888]
cotton-open-row: ΜΑΡΤΙΟΣ 86.15 [942, 1270, 1125, 1282]
novel-title: «Η ΝΥΧΤΑ ΕΚΕΙΝΗ» [72, 483, 466, 539]
